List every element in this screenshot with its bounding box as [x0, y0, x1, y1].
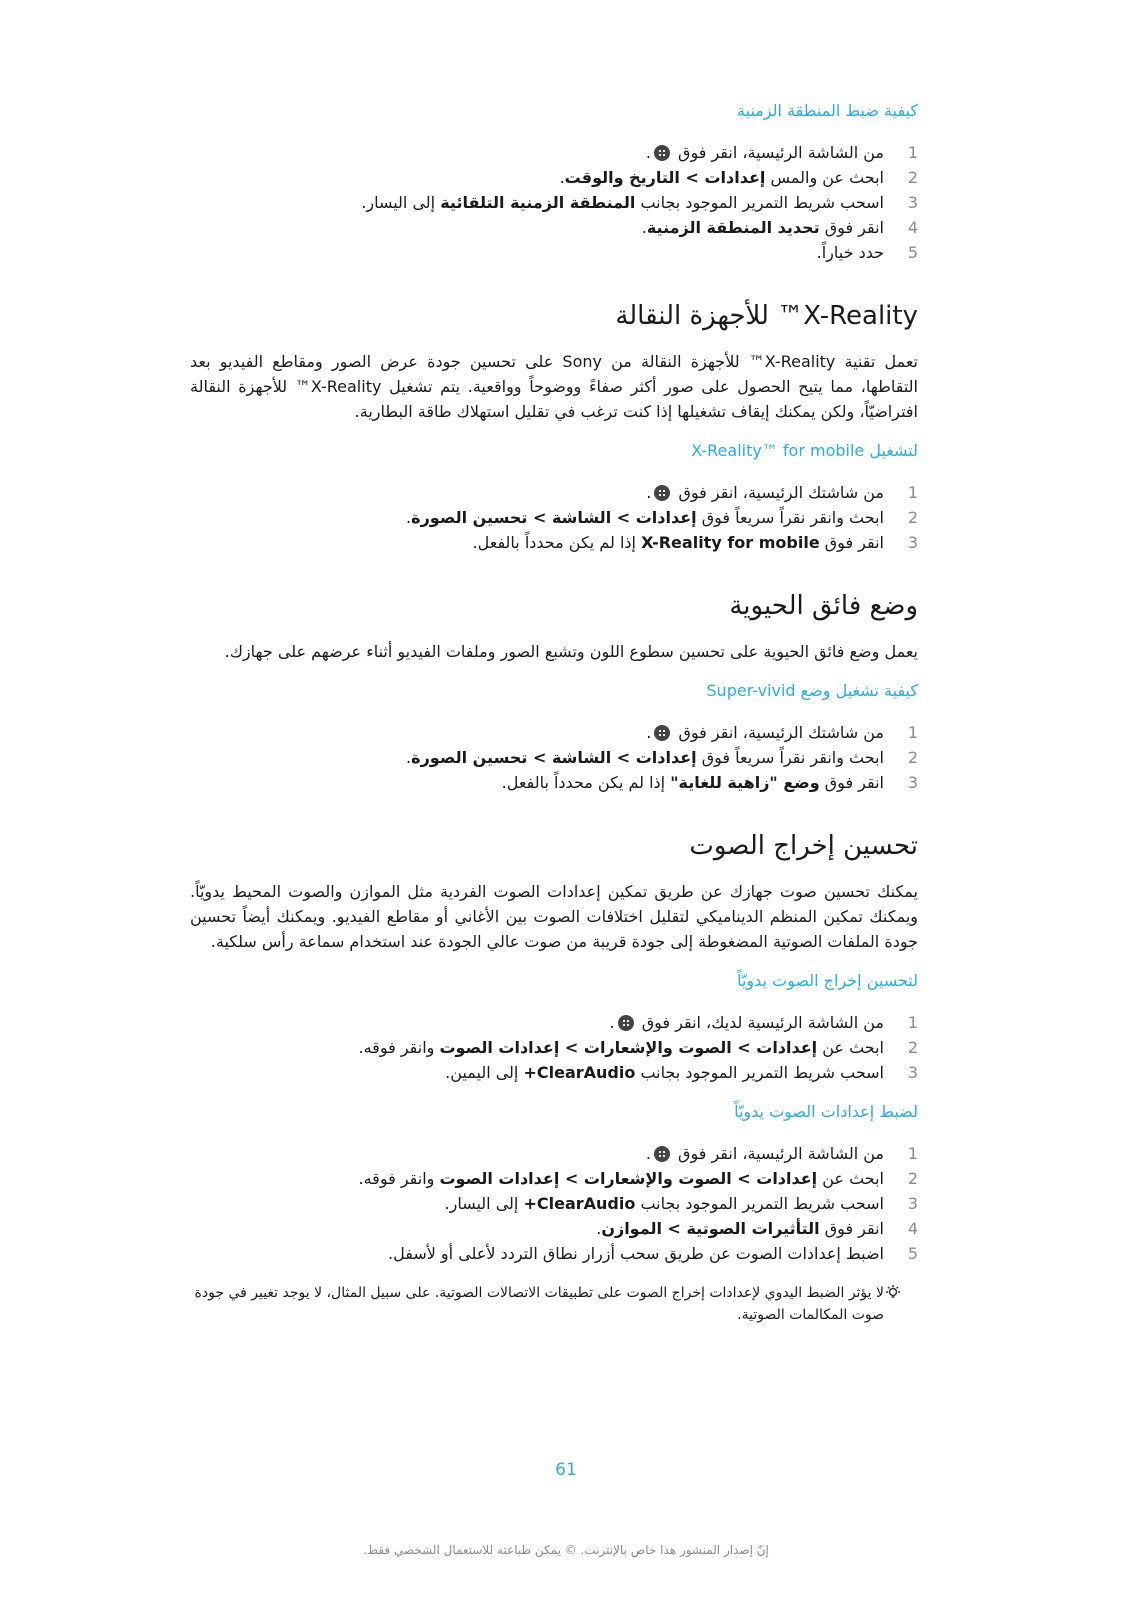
step: 1 من الشاشة الرئيسية، انقر فوق . — [645, 143, 918, 162]
steps-super-vivid — [190, 720, 918, 795]
subtitle-super-vivid: كيفية تشغيل وضع Super-vivid — [706, 681, 918, 700]
step: 3 انقر فوق وضع "زاهية للغاية" إذا لم يكن محدداً بالفعل. — [501, 773, 918, 792]
step: 1 من الشاشة الرئيسية، انقر فوق . — [645, 1144, 918, 1163]
apps-icon — [654, 725, 670, 741]
step: 5 حدد خياراً. — [816, 243, 918, 262]
subtitle-x-reality: لتشغيل X-Reality™ for mobile — [691, 441, 918, 460]
step: 2 ابحث عن إعدادات > الصوت والإشعارات > إعدادات الصوت وانقر فوقه. — [358, 1038, 918, 1057]
step: 2 ابحث عن والمس إعدادات > التاريخ والوقت. — [559, 168, 918, 187]
heading-x-reality: X-Reality™ للأجهزة النقالة — [615, 301, 918, 331]
step: 4 انقر فوق التأثيرات الصوتية > الموازن. — [596, 1219, 918, 1238]
page-content — [190, 100, 918, 1326]
step: 1 من الشاشة الرئيسية لديك، انقر فوق . — [609, 1013, 918, 1032]
apps-icon — [654, 485, 670, 501]
step: 5 اضبط إعدادات الصوت عن طريق سحب أزرار نطاق التردد لأعلى أو لأسفل. — [388, 1244, 918, 1263]
steps-sound-settings — [190, 1141, 918, 1266]
step: 3 اسحب شريط التمرير الموجود بجانب المنطقة الزمنية التلقائية إلى اليسار. — [361, 193, 918, 212]
step: 2 ابحث عن إعدادات > الصوت والإشعارات > إعدادات الصوت وانقر فوقه. — [358, 1169, 918, 1188]
step: 3 اسحب شريط التمرير الموجود بجانب ClearAudio+ إلى اليسار. — [444, 1194, 918, 1213]
page-number: 61 — [555, 1460, 577, 1480]
para-sound: يمكنك تحسين صوت جهازك عن طريق تمكين إعدادات الصوت الفردية مثل الموازن والصوت المحيط يدويّاً. ويمكنك تمكين المنظم الديناميكي لتقليل اختلافات الصوت بين الأغاني أو مقاطع الفيديو. ويمكنك أيضاً تحسين جودة الملفات الصوتية المضغوطة إلى جودة قريبة من صوت عالي الجودة عند استخدام سماعة رأس سلكية. — [190, 882, 918, 951]
step: 3 اسحب شريط التمرير الموجود بجانب ClearAudio+ إلى اليمين. — [445, 1063, 918, 1082]
footer-note: إنّ إصدار المنشور هذا خاص بالإنترنت. © يمكن طباعته للاستعمال الشخصي فقط. — [363, 1543, 769, 1557]
subtitle-sound-manual: لتحسين إخراج الصوت يدويّاً — [737, 971, 918, 990]
apps-icon — [618, 1015, 634, 1031]
heading-sound: تحسين إخراج الصوت — [689, 831, 918, 861]
para-super-vivid: يعمل وضع فائق الحيوية على تحسين سطوع اللون وتشبع الصور وملفات الفيديو أثناء عرضهم على جهازك. — [224, 642, 918, 661]
step: 2 ابحث وانقر نقراً سريعاً فوق إعدادات > الشاشة > تحسين الصورة. — [406, 508, 918, 527]
steps-sound-manual — [190, 1010, 918, 1085]
step: 3 انقر فوق X-Reality for mobile إذا لم يكن محدداً بالفعل. — [472, 533, 918, 552]
subtitle-time-zone: كيفية ضبط المنطقة الزمنية — [737, 101, 918, 120]
para-x-reality: تعمل تقنية X-Reality™ للأجهزة النقالة من Sony على تحسين جودة عرض الصور ومقاطع الفيديو بعد التقاطها، مما يتيح الحصول على صور أكثر صفاءً ووضوحاً وواقعية. يتم تشغيل X-Reality™ للأجهزة النقالة افتراضيّاً، ولكن يمكنك إيقاف تشغيلها إذا كنت ترغب في تقليل استهلاك طاقة البطارية. — [190, 352, 919, 421]
step: 2 ابحث وانقر نقراً سريعاً فوق إعدادات > الشاشة > تحسين الصورة. — [406, 748, 918, 767]
step: 1 من شاشتك الرئيسية، انقر فوق . — [646, 483, 918, 502]
step: 4 انقر فوق تحديد المنطقة الزمنية. — [641, 218, 918, 237]
lightbulb-icon — [884, 1282, 918, 1302]
subtitle-sound-settings: لضبط إعدادات الصوت يدويّاً — [734, 1102, 918, 1121]
tip-note: لا يؤثر الضبط اليدوي لإعدادات إخراج الصوت على تطبيقات الاتصالات الصوتية. على سبيل المثال، لا يوجد تغيير في جودة صوت المكالمات الصوتية. — [190, 1282, 918, 1326]
steps-time-zone — [190, 140, 918, 265]
heading-super-vivid: وضع فائق الحيوية — [729, 591, 918, 621]
step: 1 من شاشتك الرئيسية، انقر فوق . — [646, 723, 918, 742]
steps-x-reality — [190, 480, 918, 555]
apps-icon — [654, 145, 670, 161]
apps-icon — [654, 1146, 670, 1162]
